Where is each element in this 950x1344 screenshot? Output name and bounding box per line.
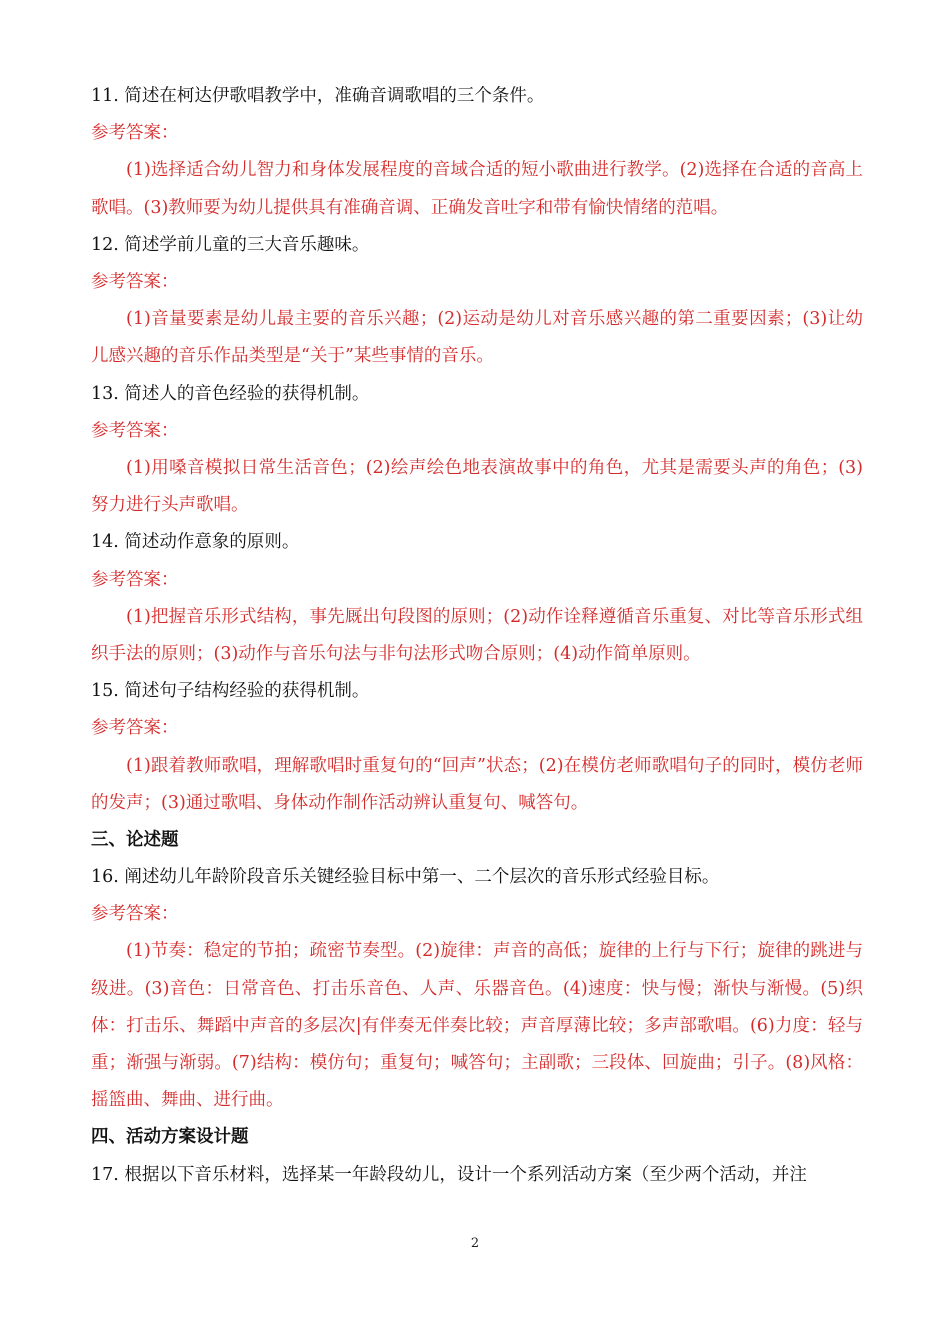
question-11: 11. 简述在柯达伊歌唱教学中，准确音调歌唱的三个条件。 [91, 86, 545, 106]
answer-label-12: 参考答案： [91, 271, 179, 292]
question-16: 16. 阐述幼儿年龄阶段音乐关键经验目标中第一、二个层次的音乐形式经验目标。 [91, 867, 720, 888]
answer-15: (1)跟着教师歌唱，理解歌唱时重复句的“回声”状态；(2)在模仿老师歌唱句子的同时，模仿老师的发声；(3)通过歌唱、身体动作制作活动辨认重复句、喊答句。 [91, 755, 863, 813]
section-heading-3: 三、论述题 [91, 829, 179, 850]
answer-13: (1)用嗓音模拟日常生活音色；(2)绘声绘色地表演故事中的角色，尤其是需要头声的角色；(3)努力进行头声歌唱。 [91, 457, 863, 516]
question-12: 12. 简述学前儿童的三大音乐趣味。 [91, 234, 370, 255]
page-number: 2 [470, 1236, 480, 1251]
question-13: 13. 简述人的音色经验的获得机制。 [91, 383, 370, 404]
answer-label-13: 参考答案： [91, 420, 179, 441]
answer-11: (1)选择适合幼儿智力和身体发展程度的音域合适的短小歌曲进行教学。(2)选择在合适的音高上歌唱。(3)教师要为幼儿提供具有准确音调、正确发音吐字和带有愉快情绪的范唱。 [91, 160, 863, 218]
question-17: 17. 根据以下音乐材料，选择某一年龄段幼儿，设计一个系列活动方案（至少两个活动，并注 [91, 1164, 807, 1185]
answer-16: (1)节奏：稳定的节拍；疏密节奏型。(2)旋律：声音的高低；旋律的上行与下行；旋律的跳进与级进。(3)音色：日常音色、打击乐音色、人声、乐器音色。(4)速度：快与慢；渐快与渐慢。(5)织体：打击乐、舞蹈中声音的多层次|有伴奏无伴奏比较；声音厚薄比较；多声部歌唱。(6)力度：轻与重；渐强与渐弱。(7)结构：模仿句；重复句；喊答句；主副歌；三段体、回旋曲；引子。(8)风格：摇篮曲、舞曲、进行曲。 [91, 941, 863, 1111]
answer-label-14: 参考答案： [91, 569, 179, 590]
answer-12: (1)音量要素是幼儿最主要的音乐兴趣；(2)运动是幼儿对音乐感兴趣的第二重要因素；(3)让幼儿感兴趣的音乐作品类型是“关于”某些事情的音乐。 [91, 309, 863, 367]
question-14: 14. 简述动作意象的原则。 [91, 532, 300, 553]
document-body [91, 78, 863, 1194]
section-heading-4: 四、活动方案设计题 [91, 1127, 249, 1148]
answer-label-11: 参考答案： [91, 123, 179, 144]
answer-label-15: 参考答案： [91, 718, 179, 739]
question-15: 15. 简述句子结构经验的获得机制。 [91, 681, 370, 702]
answer-14: (1)把握音乐形式结构，事先厩出句段图的原则；(2)动作诠释遵循音乐重复、对比等音乐形式组织手法的原则；(3)动作与音乐句法与非句法形式吻合原则；(4)动作简单原则。 [91, 606, 863, 664]
answer-label-16: 参考答案： [91, 904, 179, 925]
